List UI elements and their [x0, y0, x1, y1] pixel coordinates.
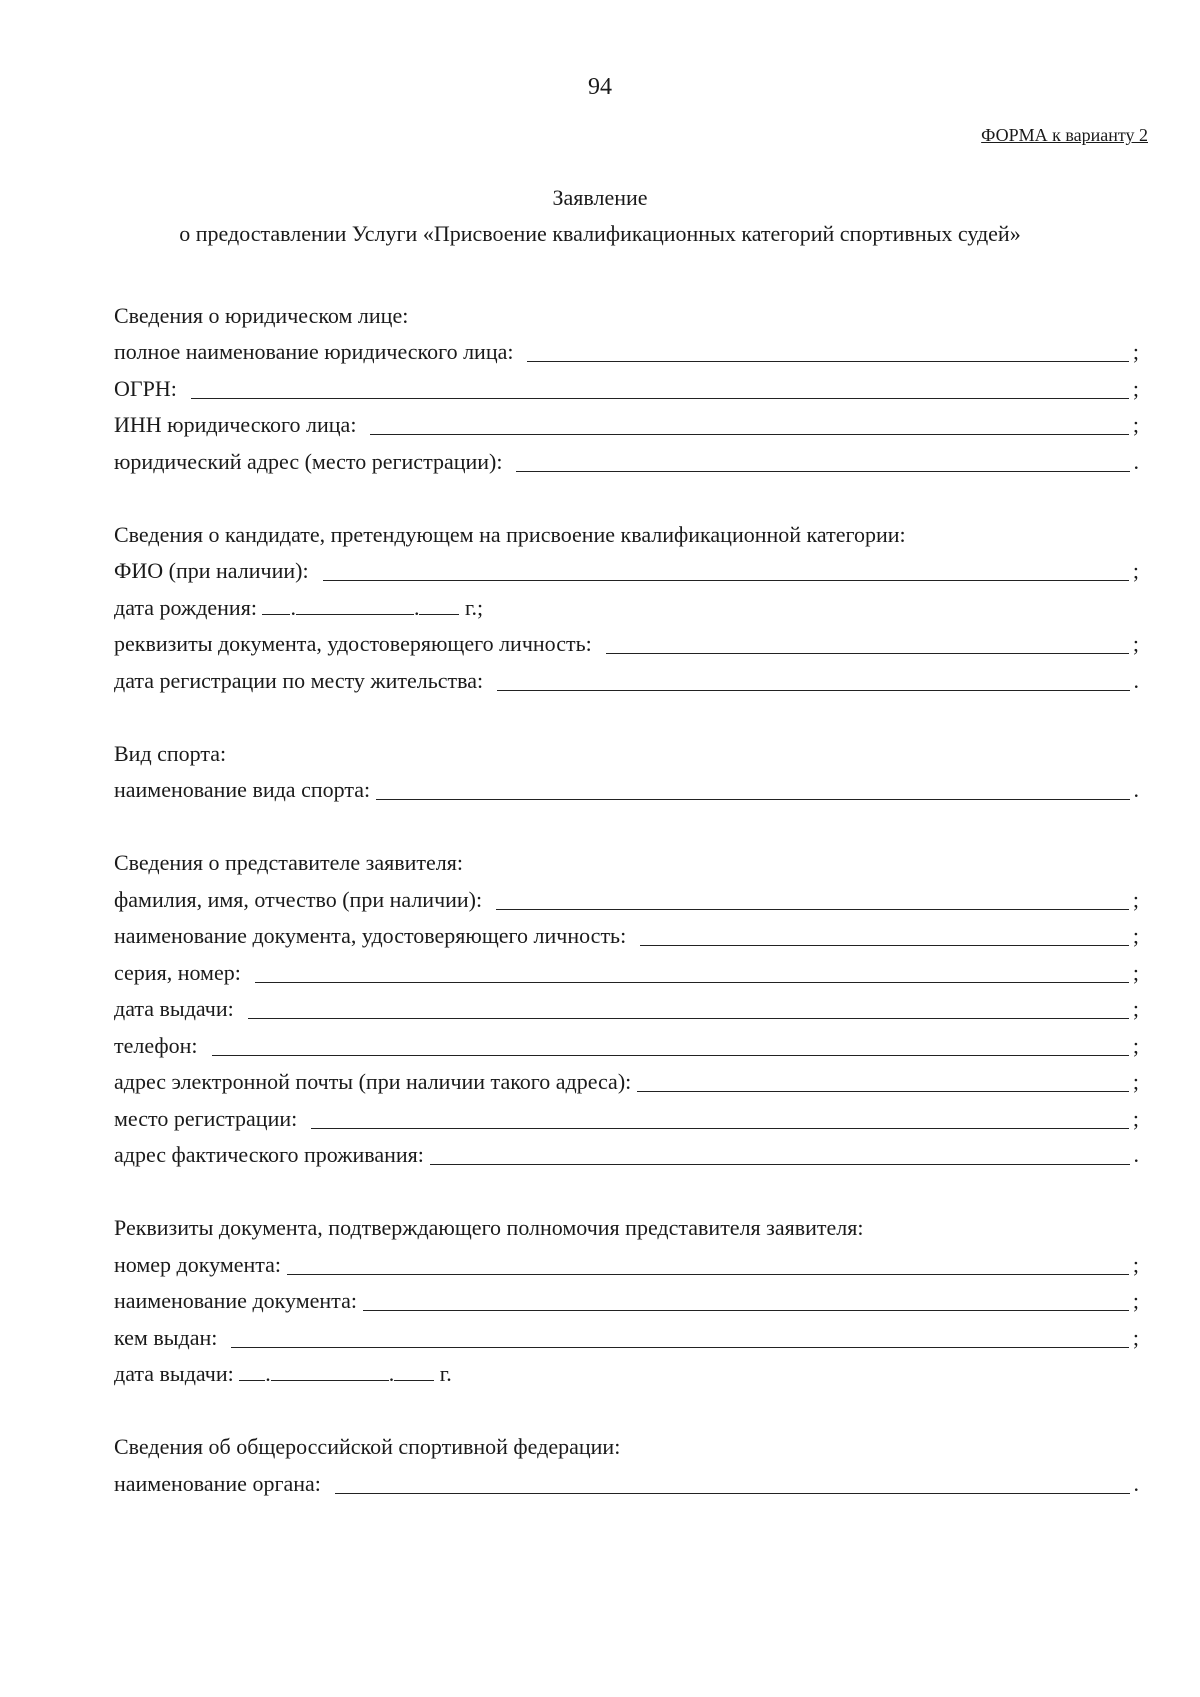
row-series-number: серия, номер: ; [114, 959, 1139, 985]
row-inn: ИНН юридического лица: ; [114, 412, 1139, 437]
field-label: кем выдан: [114, 1324, 218, 1350]
row-sport-name: наименование вида спорта: . [114, 777, 1139, 802]
field-label: дата регистрации по месту жительства: [114, 667, 484, 693]
section-heading-legal-entity: Сведения о юридическом лице: [114, 302, 409, 328]
actual-address-field[interactable] [430, 1142, 1130, 1165]
ogrn-field[interactable] [191, 376, 1129, 399]
section-heading-candidate: Сведения о кандидате, претендующем на присвоение квалификационной категории: [114, 521, 906, 547]
row-registration-place: место регистрации: ; [114, 1105, 1139, 1131]
section-heading-representative: Сведения о представителе заявителя: [114, 850, 463, 875]
row-body-name: наименование органа: . [114, 1470, 1139, 1496]
registration-place-field[interactable] [311, 1106, 1129, 1129]
field-label: адрес электронной почты (при наличии такого адреса): [114, 1069, 632, 1094]
field-label: наименование документа: [114, 1288, 357, 1313]
row-legal-address: юридический адрес (место регистрации): . [114, 448, 1139, 474]
row-doc-number: номер документа: ; [114, 1251, 1139, 1277]
email-field[interactable] [637, 1069, 1129, 1092]
section-heading-federation: Сведения об общероссийской спортивной федерации: [114, 1434, 621, 1459]
birth-date-field[interactable]: . . [257, 594, 460, 621]
row-ogrn: ОГРН: ; [114, 375, 1139, 401]
field-label: телефон: [114, 1032, 198, 1058]
inn-field[interactable] [370, 412, 1128, 435]
page-number: 94 [588, 74, 612, 100]
doc-issue-date-field[interactable]: . . [234, 1360, 435, 1387]
row-doc-name: наименование документа: ; [114, 1288, 1139, 1313]
document-subtitle: о предоставлении Услуги «Присвоение квалификационных категорий спортивных судей» [179, 221, 1021, 246]
row-actual-address: адрес фактического проживания: . [114, 1142, 1139, 1167]
row-legal-full-name: полное наименование юридического лица: ; [114, 339, 1139, 364]
rep-id-document-field[interactable] [640, 923, 1129, 946]
sport-name-field[interactable] [376, 777, 1129, 800]
field-label: адрес фактического проживания: [114, 1142, 424, 1167]
field-label: фамилия, имя, отчество (при наличии): [114, 886, 483, 912]
document-title: Заявление [552, 185, 648, 210]
field-label: место регистрации: [114, 1105, 298, 1131]
row-doc-issue-date [114, 1351, 1139, 1388]
field-label: наименование органа: [114, 1470, 321, 1496]
row-registration-date: дата регистрации по месту жительства: . [114, 667, 1139, 693]
field-label: ОГРН: [114, 375, 177, 401]
row-issued-by: кем выдан: ; [114, 1324, 1139, 1350]
row-email: адрес электронной почты (при наличии такого адреса): ; [114, 1069, 1139, 1094]
doc-name-field[interactable] [363, 1288, 1129, 1311]
body-name-field[interactable] [335, 1471, 1130, 1494]
series-number-field[interactable] [255, 960, 1129, 983]
field-label: дата выдачи: [114, 996, 234, 1021]
phone-field[interactable] [212, 1033, 1129, 1056]
section-heading-authority-document: Реквизиты документа, подтверждающего полномочия представителя заявителя: [114, 1215, 864, 1240]
candidate-fio-field[interactable] [323, 558, 1129, 581]
rep-issue-date-field[interactable] [248, 996, 1129, 1019]
row-rep-fio: фамилия, имя, отчество (при наличии): ; [114, 886, 1139, 912]
row-candidate-fio: ФИО (при наличии): ; [114, 558, 1139, 583]
year-suffix: г.; [464, 594, 484, 620]
field-label: наименование документа, удостоверяющего личность: [114, 923, 627, 948]
field-label: номер документа: [114, 1251, 282, 1277]
field-label: ФИО (при наличии): [114, 558, 309, 583]
field-label: наименование вида спорта: [114, 777, 371, 802]
row-rep-id-document: наименование документа, удостоверяющего личность: ; [114, 923, 1139, 948]
field-label: ИНН юридического лица: [114, 412, 357, 437]
legal-full-name-field[interactable] [527, 339, 1128, 362]
legal-address-field[interactable] [516, 449, 1129, 472]
field-label: полное наименование юридического лица: [114, 339, 514, 364]
issued-by-field[interactable] [231, 1325, 1129, 1348]
id-document-field[interactable] [606, 631, 1129, 654]
field-label: реквизиты документа, удостоверяющего личность: [114, 631, 592, 656]
doc-number-field[interactable] [287, 1252, 1129, 1275]
field-label: юридический адрес (место регистрации): [114, 448, 503, 474]
field-label: дата рождения: [114, 594, 257, 620]
row-phone: телефон: ; [114, 1032, 1139, 1058]
registration-date-field[interactable] [497, 668, 1129, 691]
field-label: дата выдачи: [114, 1361, 234, 1386]
row-rep-issue-date: дата выдачи: ; [114, 996, 1139, 1021]
row-birth-date [114, 584, 1139, 621]
form-variant-note: ФОРМА к варианту 2 [981, 125, 1148, 145]
year-suffix: г. [439, 1361, 452, 1386]
field-label: серия, номер: [114, 959, 241, 985]
form-body [114, 292, 1139, 1497]
row-id-document: реквизиты документа, удостоверяющего личность: ; [114, 631, 1139, 656]
section-heading-sport: Вид спорта: [114, 740, 227, 766]
rep-fio-field[interactable] [496, 887, 1129, 910]
